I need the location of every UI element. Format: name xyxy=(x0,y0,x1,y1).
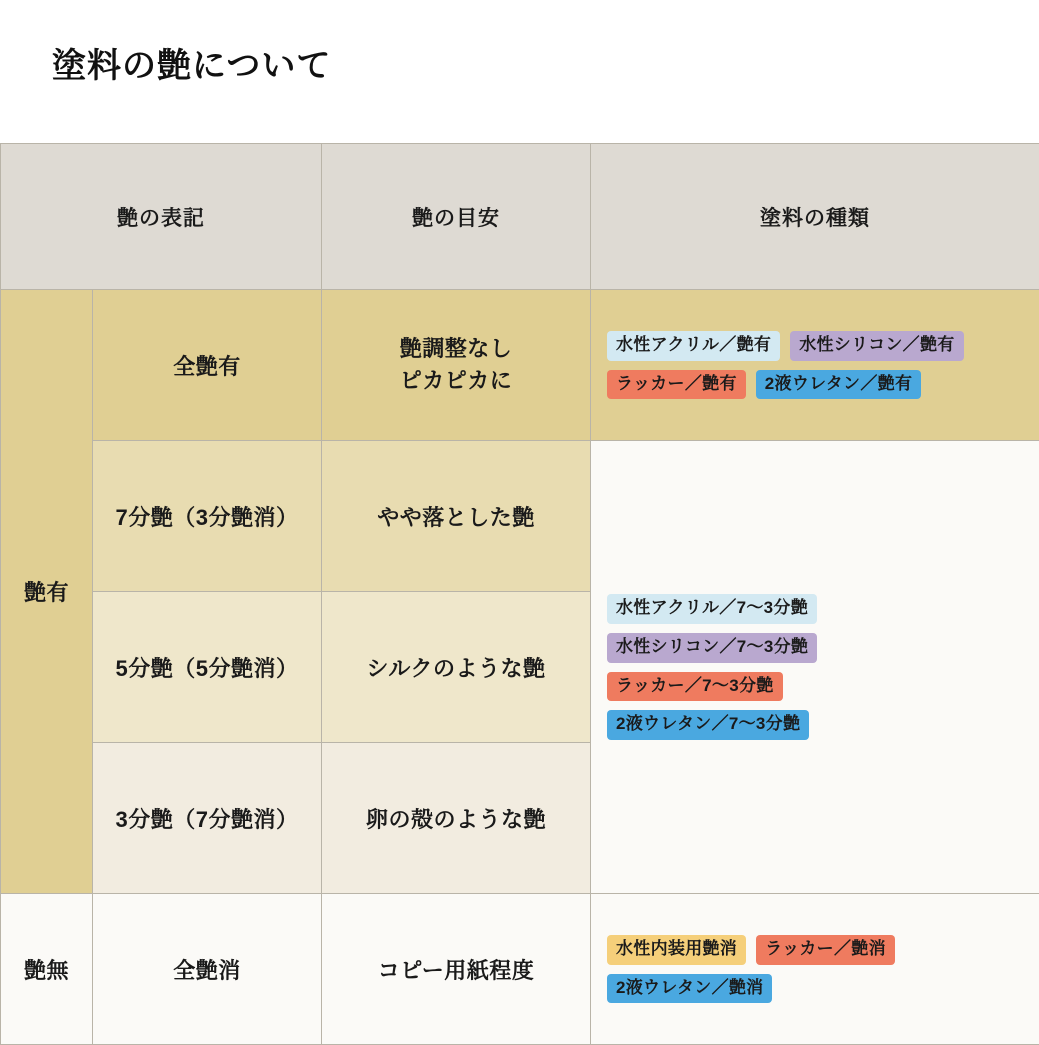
paint-tag: 水性シリコン／7〜3分艶 xyxy=(607,633,817,663)
group-label-gloss: 艶有 xyxy=(1,290,93,894)
row-label: 5分艶（5分艶消） xyxy=(93,592,322,743)
row-paint-types xyxy=(591,894,1039,1045)
table-header-row xyxy=(1,144,1039,290)
header-gloss-label: 艶の表記 xyxy=(1,144,322,290)
tag-list xyxy=(591,290,1039,440)
paint-tag: 水性アクリル／7〜3分艶 xyxy=(607,594,817,624)
row-guide-line1: 艶調整なし xyxy=(322,333,590,365)
table-row xyxy=(1,894,1039,1045)
row-guide xyxy=(322,290,591,441)
paint-tag: 水性アクリル／艶有 xyxy=(607,331,780,361)
tag-row xyxy=(607,331,964,361)
row-paint-types xyxy=(591,290,1039,441)
table-row xyxy=(1,290,1039,441)
gloss-table xyxy=(0,143,1039,1045)
table-row xyxy=(1,441,1039,592)
row-guide: やや落とした艶 xyxy=(322,441,591,592)
row-label: 全艶有 xyxy=(93,290,322,441)
tag-list xyxy=(591,441,1039,893)
tag-row xyxy=(607,974,772,1004)
group-label-matte: 艶無 xyxy=(1,894,93,1045)
paint-tag: 水性シリコン／艶有 xyxy=(790,331,963,361)
paint-tag: ラッカー／7〜3分艶 xyxy=(607,672,783,702)
table-body xyxy=(1,290,1039,1045)
paint-tag: 水性内装用艶消 xyxy=(607,935,746,965)
paint-tag: ラッカー／艶消 xyxy=(756,935,895,965)
header-paint-type: 塗料の種類 xyxy=(591,144,1039,290)
row-label: 7分艶（3分艶消） xyxy=(93,441,322,592)
tag-list xyxy=(591,894,1039,1044)
row-guide: 卵の殻のような艶 xyxy=(322,743,591,894)
paint-tag: 2液ウレタン／艶消 xyxy=(607,974,772,1004)
row-label: 3分艶（7分艶消） xyxy=(93,743,322,894)
page-title: 塗料の艶について xyxy=(0,0,1039,88)
tag-row xyxy=(607,370,921,400)
row-label: 全艶消 xyxy=(93,894,322,1045)
paint-tag: 2液ウレタン／艶有 xyxy=(756,370,921,400)
row-guide: シルクのような艶 xyxy=(322,592,591,743)
header-gloss-guide: 艶の目安 xyxy=(322,144,591,290)
paint-tag: ラッカー／艶有 xyxy=(607,370,746,400)
row-guide: コピー用紙程度 xyxy=(322,894,591,1045)
row-paint-types xyxy=(591,441,1039,894)
paint-tag: 2液ウレタン／7〜3分艶 xyxy=(607,710,809,740)
table-header xyxy=(1,144,1039,290)
tag-row xyxy=(607,935,895,965)
row-guide-line2: ピカピカに xyxy=(322,365,590,397)
gloss-table-container xyxy=(0,143,1039,1045)
